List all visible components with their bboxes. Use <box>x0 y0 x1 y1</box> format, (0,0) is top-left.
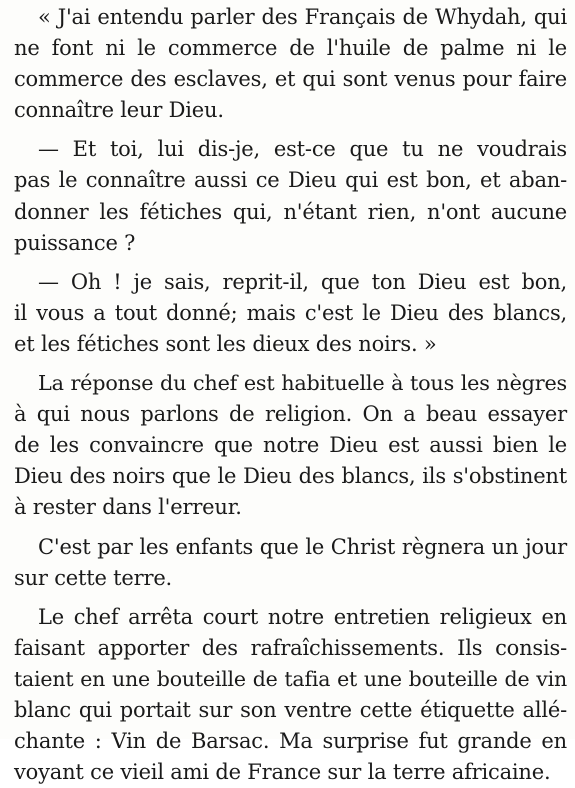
paragraph-1 <box>14 2 567 126</box>
paragraph-2 <box>14 134 567 258</box>
text-line: — Et toi, lui dis-je, est-ce que tu ne voudrais <box>38 137 567 162</box>
text-line: sur cette terre. <box>14 565 173 590</box>
paragraph-gap <box>14 360 567 368</box>
paragraph-gap <box>14 259 567 267</box>
text-line: voyant ce vieil ami de France sur la terre africaine. <box>14 760 551 785</box>
text-line: faisant apporter des rafraîchissements. Ils consis- <box>14 635 567 660</box>
text-line: connaître leur Dieu. <box>14 98 224 123</box>
paragraph-gap <box>14 594 567 602</box>
text-line: de les convaincre que notre Dieu est aussi bien le <box>14 433 567 458</box>
text-line: chante : Vin de Barsac. Ma surprise fut grande en <box>14 729 567 754</box>
paragraph-gap <box>14 524 567 532</box>
paragraph-6 <box>14 602 567 788</box>
text-line: « J'ai entendu parler des Français de Whydah, qui <box>38 5 567 29</box>
text-line: Dieu des noirs que le Dieu des blancs, ils s'obstinent <box>14 464 567 489</box>
paragraph-4 <box>14 368 567 523</box>
text-line: pas le connaître aussi ce Dieu qui est bon, et aban- <box>14 168 567 193</box>
text-line: taient en une bouteille de tafia et une bouteille de vin <box>14 666 567 691</box>
text-line: et les fétiches sont les dieux des noirs. » <box>14 331 437 356</box>
text-line: commerce des esclaves, et qui sont venus pour faire <box>14 67 567 92</box>
paragraph-3 <box>14 267 567 360</box>
text-line: Le chef arrêta court notre entretien religieux en <box>38 604 567 629</box>
paragraph-gap <box>14 126 567 134</box>
text-line: ne font ni le commerce de l'huile de palme ni le <box>14 36 567 61</box>
text-line: à rester dans l'erreur. <box>14 495 242 520</box>
text-line: C'est par les enfants que le Christ règnera un jour <box>38 534 567 559</box>
text-line: La réponse du chef est habituelle à tous les nègres <box>38 371 567 396</box>
paragraph-5 <box>14 532 567 594</box>
text-line: blanc qui portait sur son ventre cette étiquette allé- <box>14 697 567 722</box>
text-line: — Oh ! je sais, reprit-il, que ton Dieu est bon, <box>38 269 567 294</box>
text-line: puissance ? <box>14 230 136 255</box>
text-line: il vous a tout donné; mais c'est le Dieu des blancs, <box>14 300 567 325</box>
text-line: à qui nous parlons de religion. On a beau essayer <box>14 402 567 427</box>
text-line: donner les fétiches qui, n'étant rien, n'ont aucune <box>14 199 567 224</box>
